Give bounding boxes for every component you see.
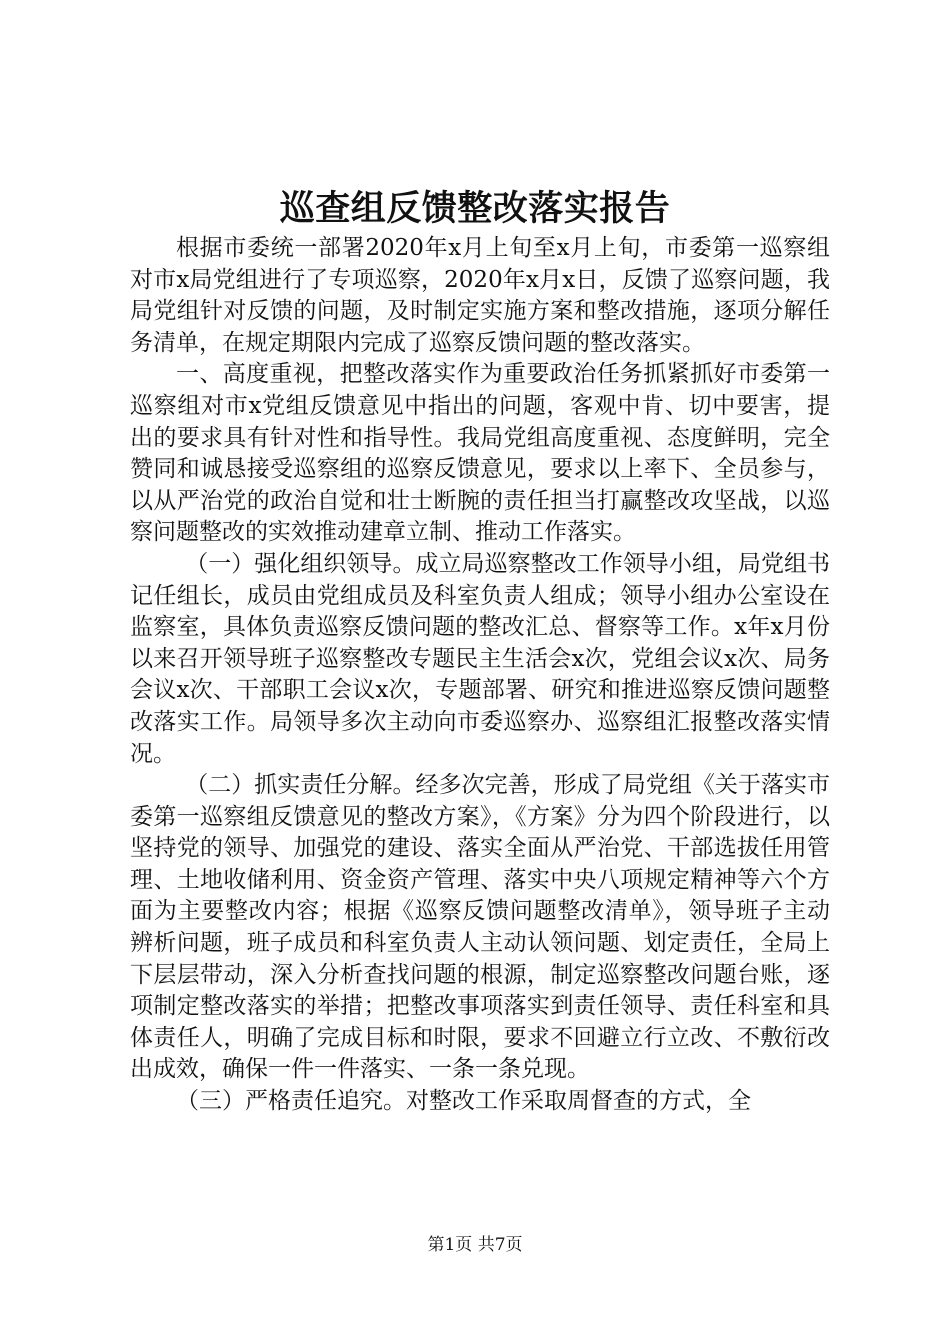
paragraph-subsection-1: （一）强化组织领导。成立局巡察整改工作领导小组，局党组书记任组长，成员由党组成员及科室负责人组成；领导小组办公室设在监察室，具体负责巡察反馈问题的整改汇总、督察等工作。x年x月份以来召开领导班子巡察整改专题民主生活会x次，党组会议x次、局务会议x次、干部职工会议x次，专题部署、研究和推进巡察反馈问题整改落实工作。局领导多次主动向市委巡察办、巡察组汇报整改落实情况。 — [130, 550, 830, 767]
paragraph-intro: 根据市委统一部署2020年x月上旬至x月上旬，市委第一巡察组对市x局党组进行了专项巡察，2020年x月x日，反馈了巡察问题，我局党组针对反馈的问题，及时制定实施方案和整改措施，逐项分解任务清单，在规定期限内完成了巡察反馈问题的整改落实。 — [130, 235, 830, 356]
document-body — [130, 233, 830, 1118]
paragraph-section-1: 一、高度重视，把整改落实作为重要政治任务抓紧抓好市委第一巡察组对市x党组反馈意见中指出的问题，客观中肯、切中要害，提出的要求具有针对性和指导性。我局党组高度重视、态度鲜明，完全赞同和诚恳接受巡察组的巡察反馈意见，要求以上率下、全员参与，以从严治党的政治自觉和壮士断腕的责任担当打赢整改攻坚战，以巡察问题整改的实效推动建章立制、推动工作落实。 — [130, 361, 830, 546]
document-title: 巡查组反馈整改落实报告 — [279, 188, 671, 229]
paragraph-subsection-2: （二）抓实责任分解。经多次完善，形成了局党组《关于落实市委第一巡察组反馈意见的整改方案》，《方案》分为四个阶段进行，以坚持党的领导、加强党的建设、落实全面从严治党、干部选拔任用管理、土地收储利用、资金资产管理、落实中央八项规定精神等六个方面为主要整改内容；根据《巡察反馈问题整改清单》，领导班子主动辨析问题，班子成员和科室负责人主动认领问题、划定责任，全局上下层层带动，深入分析查找问题的根源，制定巡察整改问题台账，逐项制定整改落实的举措；把整改事项落实到责任领导、责任科室和具体责任人，明确了完成目标和时限，要求不回避立行立改、不敷衍改出成效，确保一件一件落实、一条一条兑现。 — [130, 772, 830, 1083]
page-number: 第1页 共7页 — [427, 1235, 523, 1255]
paragraph-subsection-3: （三）严格责任追究。对整改工作采取周督查的方式，全 — [176, 1088, 751, 1115]
